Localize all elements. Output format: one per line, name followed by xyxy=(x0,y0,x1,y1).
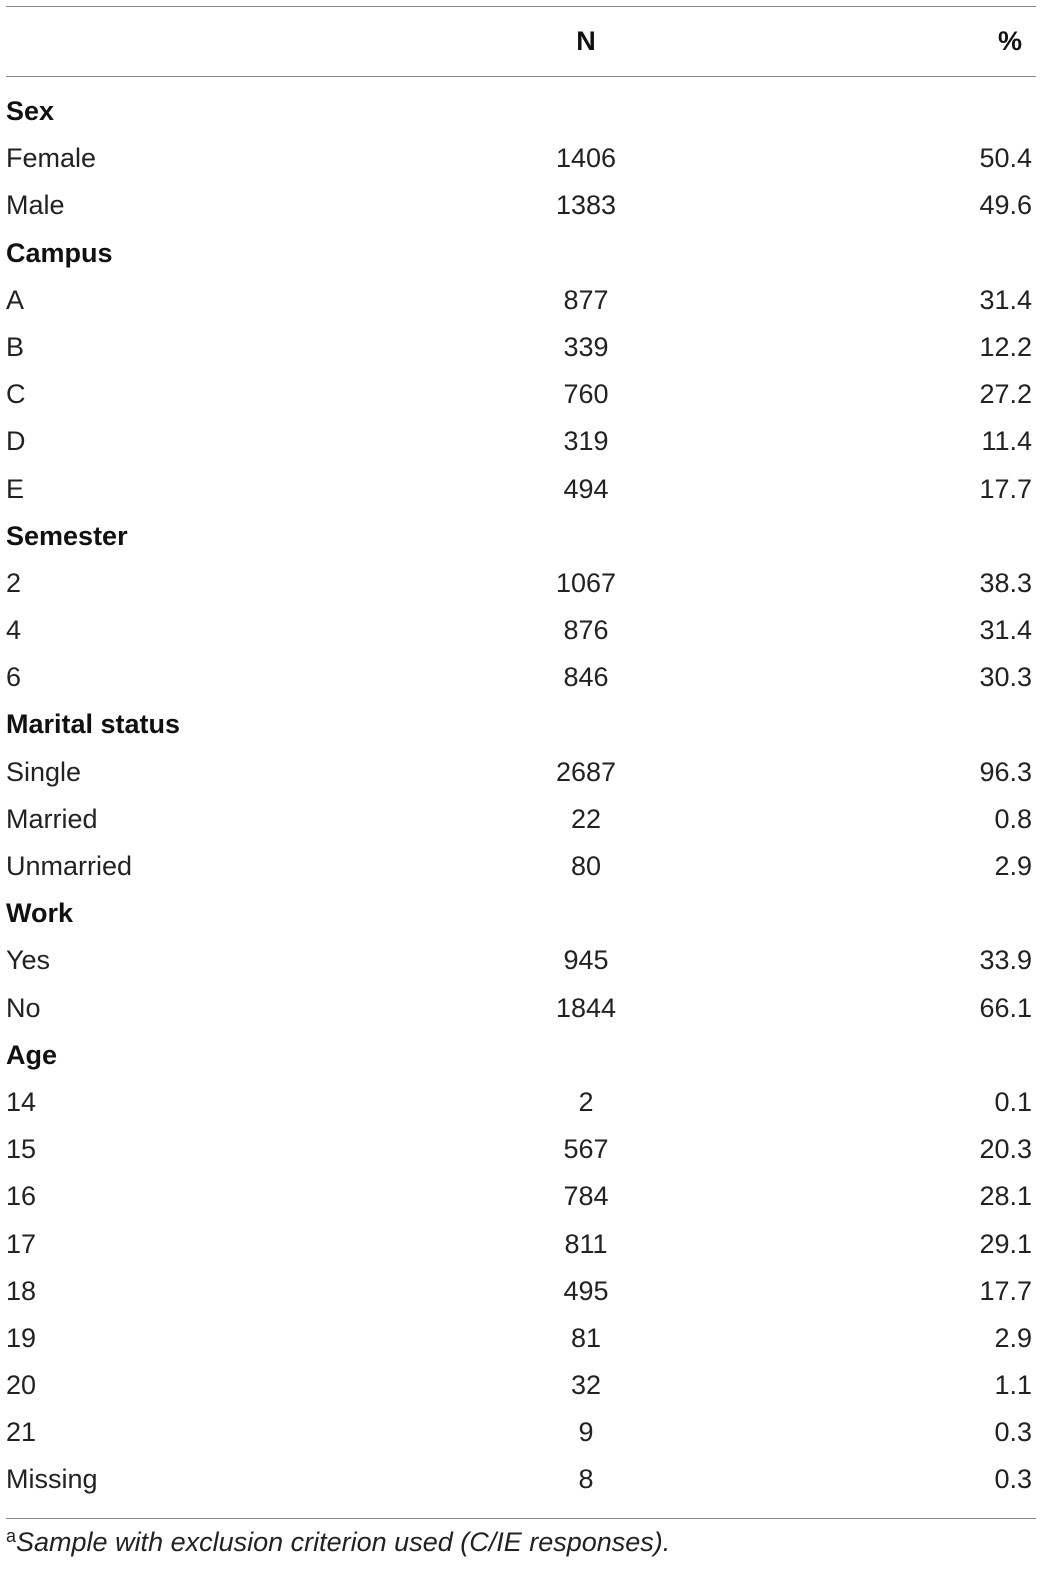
table-row xyxy=(6,1079,1036,1126)
header-percent: % xyxy=(997,26,1022,56)
row-label: 2 xyxy=(6,567,22,598)
row-percent-value: 0.3 xyxy=(994,1464,1032,1495)
row-label: 20 xyxy=(6,1370,37,1401)
row-label: B xyxy=(6,331,25,362)
group-title: Marital status xyxy=(6,709,181,740)
table-row xyxy=(6,135,1036,182)
row-percent-value: 31.4 xyxy=(979,615,1032,646)
row-n-value: 1383 xyxy=(555,190,617,221)
table-row xyxy=(6,607,1036,654)
table-row xyxy=(6,1268,1036,1315)
row-n-value: 1067 xyxy=(555,567,617,598)
row-percent-value: 29.1 xyxy=(979,1228,1032,1259)
row-n-value: 81 xyxy=(570,1322,602,1353)
row-n-value: 760 xyxy=(563,379,609,410)
header-n: N xyxy=(576,26,596,56)
row-label: 21 xyxy=(6,1417,37,1448)
row-label: A xyxy=(6,284,25,315)
row-n-value: 319 xyxy=(563,426,609,457)
row-percent-value: 0.3 xyxy=(994,1417,1032,1448)
row-n-value: 32 xyxy=(570,1370,602,1401)
row-n-value: 877 xyxy=(563,284,609,315)
row-percent-value: 33.9 xyxy=(979,945,1032,976)
group-title: Work xyxy=(6,898,74,929)
table-footnote xyxy=(6,1526,670,1558)
table-row xyxy=(6,937,1036,984)
row-label: C xyxy=(6,379,26,410)
table-group-header xyxy=(6,701,1036,748)
table-bottom-rule xyxy=(6,1518,1036,1519)
row-n-value: 2 xyxy=(578,1086,594,1117)
row-label: 17 xyxy=(6,1228,37,1259)
table-group-header xyxy=(6,1032,1036,1079)
group-title: Sex xyxy=(6,96,55,126)
row-percent-value: 0.1 xyxy=(994,1086,1032,1117)
row-percent-value: 17.7 xyxy=(979,473,1032,504)
row-percent-value: 66.1 xyxy=(979,992,1032,1023)
row-percent-value: 96.3 xyxy=(979,756,1032,787)
row-percent-value: 50.4 xyxy=(979,143,1032,174)
row-percent-value: 1.1 xyxy=(994,1370,1032,1401)
row-percent-value: 49.6 xyxy=(979,190,1032,221)
row-n-value: 495 xyxy=(563,1275,609,1306)
row-percent-value: 2.9 xyxy=(994,851,1032,881)
table-header-row xyxy=(6,6,1036,76)
table-body xyxy=(6,88,1036,1504)
table-row xyxy=(6,796,1036,843)
table-row xyxy=(6,749,1036,796)
table-group-header xyxy=(6,890,1036,937)
row-n-value: 339 xyxy=(563,331,609,362)
row-n-value: 876 xyxy=(563,615,609,646)
row-label: Yes xyxy=(6,945,51,976)
row-label: 4 xyxy=(6,615,22,646)
row-percent-value: 20.3 xyxy=(979,1134,1032,1165)
row-n-value: 1406 xyxy=(555,143,617,174)
row-n-value: 2687 xyxy=(555,756,617,787)
table-row xyxy=(6,324,1036,371)
table-row xyxy=(6,1456,1036,1503)
row-label: Male xyxy=(6,190,65,221)
table-row xyxy=(6,371,1036,418)
row-percent-value: 0.8 xyxy=(994,803,1032,834)
table-row xyxy=(6,1221,1036,1268)
row-label: E xyxy=(6,473,25,504)
table-row xyxy=(6,277,1036,324)
table-group-header xyxy=(6,513,1036,560)
row-n-value: 846 xyxy=(563,662,609,693)
table-row xyxy=(6,1173,1036,1220)
row-label: Single xyxy=(6,756,82,787)
table-row xyxy=(6,843,1036,890)
row-label: Married xyxy=(6,803,98,834)
row-n-value: 945 xyxy=(563,945,609,976)
table-row xyxy=(6,1362,1036,1409)
row-n-value: 494 xyxy=(563,473,609,504)
table-group-header xyxy=(6,230,1036,277)
row-label: 19 xyxy=(6,1322,37,1353)
footnote-marker: a xyxy=(6,1526,17,1546)
table-row xyxy=(6,1315,1036,1362)
table-row xyxy=(6,418,1036,465)
table-row xyxy=(6,466,1036,513)
row-label: 14 xyxy=(6,1086,37,1117)
row-label: No xyxy=(6,992,41,1023)
row-label: 15 xyxy=(6,1134,37,1165)
table-row xyxy=(6,1126,1036,1173)
row-percent-value: 17.7 xyxy=(979,1275,1032,1306)
row-n-value: 784 xyxy=(563,1181,609,1212)
group-title: Age xyxy=(6,1039,58,1070)
footnote-text: Sample with exclusion criterion used (C/IE responses). xyxy=(16,1527,671,1557)
row-n-value: 9 xyxy=(578,1417,594,1448)
row-label: Missing xyxy=(6,1464,98,1495)
row-percent-value: 2.9 xyxy=(994,1322,1032,1353)
row-label: 6 xyxy=(6,662,22,693)
row-percent-value: 28.1 xyxy=(979,1181,1032,1212)
row-label: Unmarried xyxy=(6,851,133,881)
row-n-value: 22 xyxy=(570,803,602,834)
table-row xyxy=(6,560,1036,607)
row-n-value: 80 xyxy=(570,851,602,881)
row-label: 18 xyxy=(6,1275,37,1306)
row-label: 16 xyxy=(6,1181,37,1212)
row-label: D xyxy=(6,426,26,457)
table-row xyxy=(6,985,1036,1032)
group-title: Semester xyxy=(6,520,128,551)
table-group-header xyxy=(6,88,1036,135)
row-n-value: 567 xyxy=(563,1134,609,1165)
row-n-value: 811 xyxy=(564,1228,608,1259)
row-percent-value: 31.4 xyxy=(979,284,1032,315)
table-row xyxy=(6,1409,1036,1456)
row-percent-value: 38.3 xyxy=(979,567,1032,598)
row-percent-value: 11.4 xyxy=(981,426,1032,457)
row-percent-value: 27.2 xyxy=(979,379,1032,410)
table-header-rule xyxy=(6,76,1036,77)
row-percent-value: 30.3 xyxy=(979,662,1032,693)
row-label: Female xyxy=(6,143,97,174)
table-row xyxy=(6,654,1036,701)
row-n-value: 8 xyxy=(578,1464,594,1495)
row-percent-value: 12.2 xyxy=(979,331,1032,362)
row-n-value: 1844 xyxy=(555,992,617,1023)
table-row xyxy=(6,182,1036,229)
group-title: Campus xyxy=(6,237,113,268)
